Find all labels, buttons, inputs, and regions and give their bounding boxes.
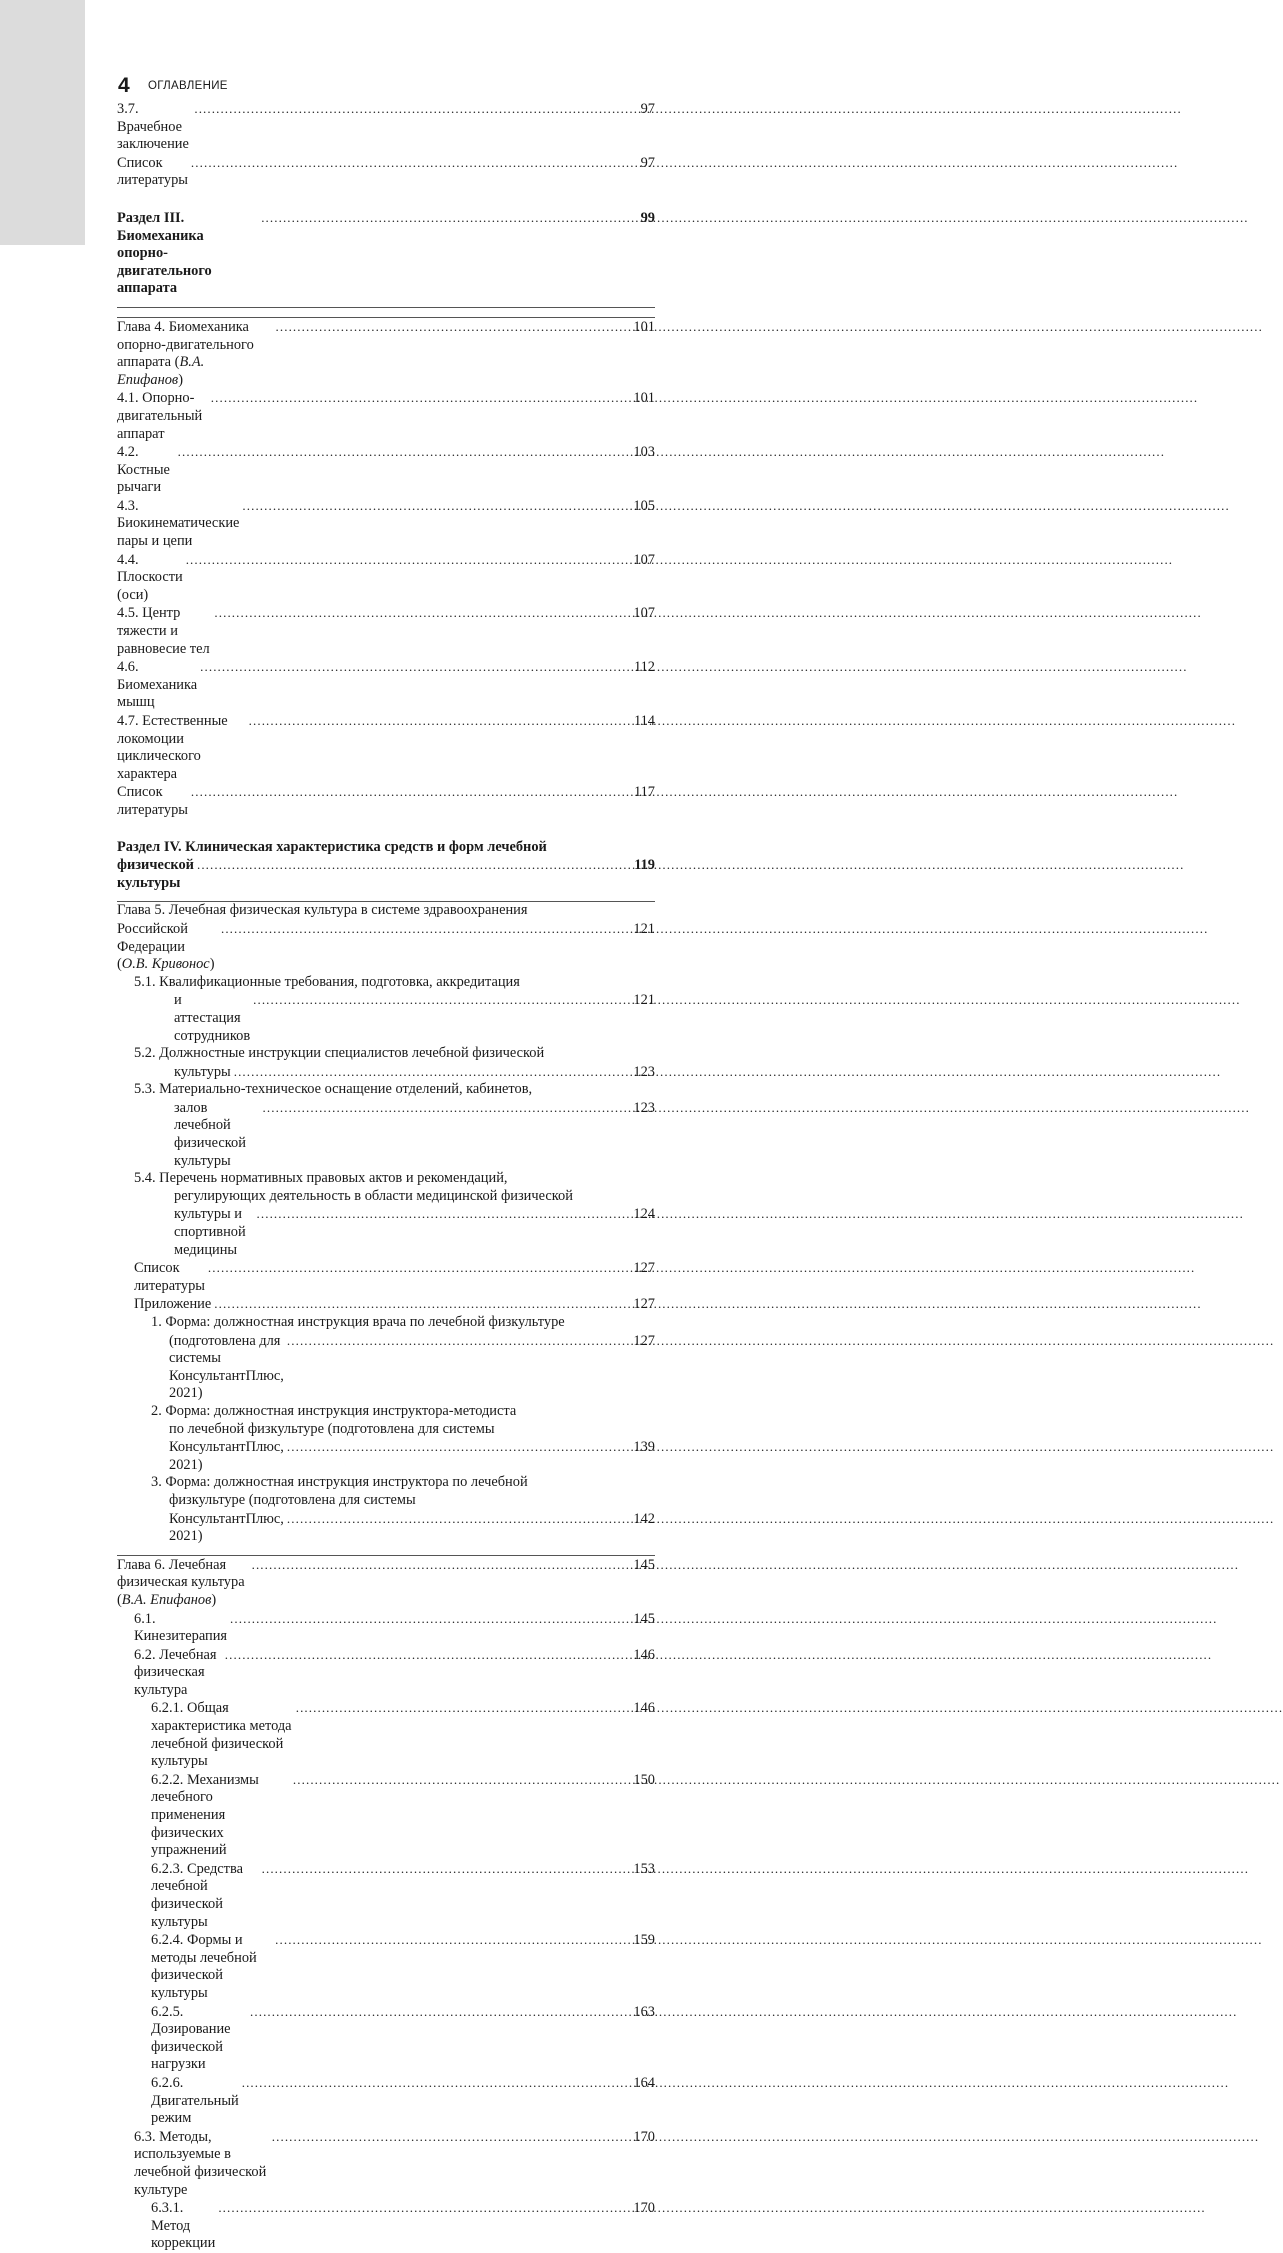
entry-title-line: 5.3. Материально-техническое оснащение отделений, кабинетов, (134, 1081, 533, 1098)
chapter-last-line (117, 920, 655, 974)
entry-page: 127 (633, 1296, 655, 1313)
entry-page: 127 (633, 1332, 655, 1349)
entry-page: 117 (633, 784, 655, 801)
dot-leader (272, 2128, 631, 2146)
dot-leader (287, 1332, 631, 1350)
toc-entry[interactable] (117, 1403, 655, 1474)
entry-title: 6.1. Кинезитерапия (134, 1610, 228, 1645)
toc-entry[interactable] (117, 2074, 655, 2128)
dot-leader (191, 154, 638, 172)
dot-leader (200, 658, 631, 676)
entry-page: 124 (633, 1206, 655, 1223)
entry-title: 6.2.5. Дозирование физической нагрузки (151, 2003, 231, 2073)
dot-leader (257, 1205, 631, 1223)
toc-entry[interactable] (117, 389, 655, 443)
entry-page: 103 (633, 444, 655, 461)
dot-leader (253, 991, 630, 1009)
entry-page: 163 (633, 2003, 655, 2020)
entry-page: 164 (633, 2074, 655, 2091)
section-page: 99 (640, 209, 655, 226)
chapter-author: В.А. Епифанов (121, 1591, 212, 1608)
entry-page: 97 (640, 101, 655, 117)
entry-page: 142 (633, 1510, 655, 1527)
dot-leader (197, 856, 631, 874)
entry-title: 6.2.6. Двигательный режим (151, 2074, 239, 2127)
entry-page: 150 (633, 1771, 655, 1788)
toc-entry[interactable] (117, 154, 655, 190)
entry-page: 170 (633, 2200, 655, 2217)
spacer (117, 820, 655, 839)
entry-title-line: 2. Форма: должностная инструкция инструктора-методиста (151, 1402, 517, 1419)
chapter-author: О.В. Кривонос (121, 956, 210, 973)
toc-entry[interactable] (117, 1295, 655, 1314)
section-page: 119 (634, 857, 655, 874)
dot-leader (214, 604, 630, 622)
entry-title-line: культуры и спортивной медицины (174, 1206, 246, 1258)
entry-title: 6.2.4. Формы и методы лечебной физической культуры (151, 1932, 257, 2001)
entry-page: 101 (633, 390, 655, 407)
section-last-line (117, 856, 655, 892)
entry-title: 4.4. Плоскости (оси) (117, 551, 183, 603)
entry-title: Приложение (134, 1296, 212, 1313)
entry-page: 123 (633, 1099, 655, 1116)
entry-title: 4.3. Биокинематические пары и цепи (117, 497, 240, 550)
toc-entry[interactable] (117, 2003, 655, 2074)
entry-title-line: залов лечебной физической культуры (174, 1099, 246, 1169)
table-of-contents (117, 100, 655, 2253)
dot-leader (261, 209, 637, 227)
dot-leader (186, 551, 631, 569)
entry-title: 4.2. Костные рычаги (117, 444, 170, 496)
spacer (117, 1546, 655, 1555)
entry-page: 123 (633, 1063, 655, 1080)
entry-title: 6.2.2. Механизмы лечебного применения физических упражнений (151, 1771, 259, 1859)
dot-leader (263, 1099, 631, 1117)
toc-entry[interactable] (117, 497, 655, 551)
entry-page: 170 (633, 2128, 655, 2145)
toc-entry[interactable] (117, 1170, 655, 1259)
entry-title-line: 5.2. Должностные инструкции специалистов лечебной физической (134, 1045, 545, 1062)
entry-title: 4.7. Естественные локомоции циклического характера (117, 713, 228, 782)
chapter-title: Российской Федерации (О.В. Кривонос) (117, 920, 215, 973)
entry-page: 114 (633, 713, 655, 729)
dot-leader (230, 1610, 630, 1628)
entry-title: 6.3. Методы, используемые в лечебной физической культуре (134, 2128, 267, 2198)
toc-entry[interactable] (117, 2128, 655, 2199)
entry-title-line: и аттестация сотрудников (174, 992, 251, 1044)
entry-title-line: по лечебной физкультуре (подготовлена для системы (169, 1420, 495, 1437)
dot-leader (214, 1295, 630, 1313)
dot-leader (275, 1931, 630, 1949)
chapter-title: Глава 4. Биомеханика опорно-двигательного аппарата (В.А. Епифанов) (117, 318, 254, 388)
dot-leader (252, 1556, 631, 1574)
entry-title: Список литературы (117, 784, 188, 818)
section-title-line: физической культуры (117, 857, 194, 891)
chapter-page: 145 (633, 1556, 655, 1573)
entry-page: 127 (633, 1260, 655, 1277)
dot-leader (208, 1259, 630, 1277)
chapter-entry[interactable] (117, 318, 655, 389)
entry-title: 6.2. Лечебная физическая культура (134, 1646, 217, 1698)
dot-leader (249, 712, 631, 730)
dot-leader (287, 1510, 631, 1528)
dot-leader (234, 1063, 631, 1081)
toc-entry[interactable] (117, 1860, 655, 1931)
section-entry[interactable] (117, 839, 655, 893)
page-number: 4 (118, 74, 130, 97)
spacer (117, 308, 655, 317)
toc-entry[interactable] (117, 100, 655, 154)
entry-last-line (134, 1205, 655, 1259)
entry-last-line (134, 1099, 655, 1170)
entry-title-line: регулирующих деятельность в области медицинской физической (174, 1187, 573, 1204)
entry-title: Список литературы (117, 154, 188, 189)
chapter-title-line: Глава 5. Лечебная физическая культура в системе здравоохранения (117, 902, 528, 919)
entry-page: 107 (633, 605, 655, 622)
entry-last-line (151, 1438, 655, 1474)
chapter-entry[interactable] (117, 1556, 655, 1610)
entry-title-line: (подготовлена для системы КонсультантПлюс, 2021) (169, 1332, 284, 1402)
entry-page: 112 (633, 659, 655, 676)
entry-title: 6.3.1. Метод коррекции (151, 2200, 216, 2252)
entry-title: 3.7. Врачебное заключение (117, 101, 189, 153)
dot-leader (242, 497, 630, 515)
spacer (117, 892, 655, 901)
chapter-title-text: Глава 6. Лечебная физическая культура (117, 1556, 245, 1591)
entry-title: 6.2.3. Средства лечебной физической культуры (151, 1860, 243, 1930)
chapter-author: В.А. Епифанов (117, 354, 205, 388)
entry-last-line (151, 1510, 655, 1546)
entry-title-line: 3. Форма: должностная инструкция инструктора по лечебной (151, 1474, 528, 1491)
dot-leader (218, 2199, 630, 2217)
section-title: Раздел III. Биомеханика опорно-двигательного аппарата (117, 209, 212, 297)
entry-page: 121 (633, 992, 655, 1009)
entry-title: 4.1. Опорно-двигательный аппарат (117, 390, 203, 442)
dot-leader (296, 1699, 631, 1717)
entry-page: 153 (633, 1860, 655, 1877)
dot-leader (225, 1646, 631, 1664)
toc-entry[interactable] (117, 1474, 655, 1545)
toc-entry[interactable] (117, 551, 655, 605)
entry-page: 159 (633, 1932, 655, 1949)
entry-page: 146 (633, 1700, 655, 1717)
entry-last-line (151, 1332, 655, 1403)
dot-leader (194, 100, 637, 118)
chapter-title: Глава 6. Лечебная физическая культура (В.А. Епифанов) (117, 1556, 245, 1608)
toc-entry[interactable] (117, 1045, 655, 1081)
section-title-line: Раздел IV. Клиническая характеристика средств и форм лечебной (117, 838, 547, 855)
toc-entry[interactable] (117, 1646, 655, 1700)
chapter-page: 121 (633, 920, 655, 937)
dot-leader (242, 2074, 631, 2092)
entry-last-line (134, 991, 655, 1045)
entry-page: 139 (633, 1439, 655, 1456)
entry-title-line: 1. Форма: должностная инструкция врача по лечебной физкультуре (151, 1314, 565, 1330)
entry-title-line: физкультуре (подготовлена для системы (169, 1491, 416, 1508)
entry-title-line: 5.4. Перечень нормативных правовых актов и рекомендаций, (134, 1170, 508, 1187)
dot-leader (221, 920, 630, 938)
entry-title: 4.6. Биомеханика мышц (117, 659, 198, 711)
entry-title-line: 5.1. Квалификационные требования, подготовка, аккредитация (134, 973, 520, 990)
dot-leader (293, 1771, 630, 1789)
toc-entry[interactable] (117, 974, 655, 1045)
toc-entry[interactable] (117, 1610, 655, 1646)
toc-entry[interactable] (117, 783, 655, 819)
chapter-page: 101 (633, 318, 655, 335)
toc-entry[interactable] (117, 2199, 655, 2253)
toc-entry[interactable] (117, 604, 655, 658)
entry-title: Список литературы (134, 1260, 205, 1294)
entry-title-line: культуры (174, 1063, 231, 1080)
section-entry[interactable] (117, 209, 655, 298)
dot-leader (287, 1438, 631, 1456)
entry-page: 105 (633, 497, 655, 514)
entry-page: 145 (633, 1610, 655, 1627)
entry-page: 107 (633, 551, 655, 568)
dot-leader (178, 443, 631, 461)
chapter-title-text: Глава 4. Биомеханика опорно-двигательного аппарата (117, 318, 254, 371)
toc-entry[interactable] (117, 443, 655, 497)
toc-entry[interactable] (117, 1699, 655, 1770)
entry-last-line (134, 1063, 655, 1082)
entry-title-line: КонсультантПлюс, 2021) (169, 1439, 284, 1473)
chapter-title-text: Российской Федерации (117, 920, 188, 955)
margin-tab (0, 0, 85, 245)
dot-leader (262, 1860, 631, 1878)
dot-leader (250, 2003, 630, 2021)
entry-page: 146 (633, 1646, 655, 1663)
entry-title: 4.5. Центр тяжести и равновесие тел (117, 605, 210, 657)
dot-leader (211, 389, 631, 407)
running-title: ОГЛАВЛЕНИЕ (148, 80, 228, 92)
dot-leader (276, 318, 631, 336)
entry-title-line: КонсультантПлюс, 2021) (169, 1510, 284, 1545)
spacer (117, 298, 655, 307)
entry-page: 97 (640, 154, 655, 171)
spacer (117, 190, 655, 209)
toc-entry[interactable] (117, 1771, 655, 1860)
entry-title: 6.2.1. Общая характеристика метода лечебной физической культуры (151, 1700, 292, 1770)
toc-entry[interactable] (117, 658, 655, 712)
chapter-entry[interactable] (117, 902, 655, 973)
toc-entry[interactable] (117, 1259, 655, 1295)
toc-entry[interactable] (117, 712, 655, 783)
toc-entry[interactable] (117, 1931, 655, 2002)
toc-entry[interactable] (117, 1081, 655, 1170)
dot-leader (191, 783, 631, 801)
toc-entry[interactable] (117, 1314, 655, 1403)
